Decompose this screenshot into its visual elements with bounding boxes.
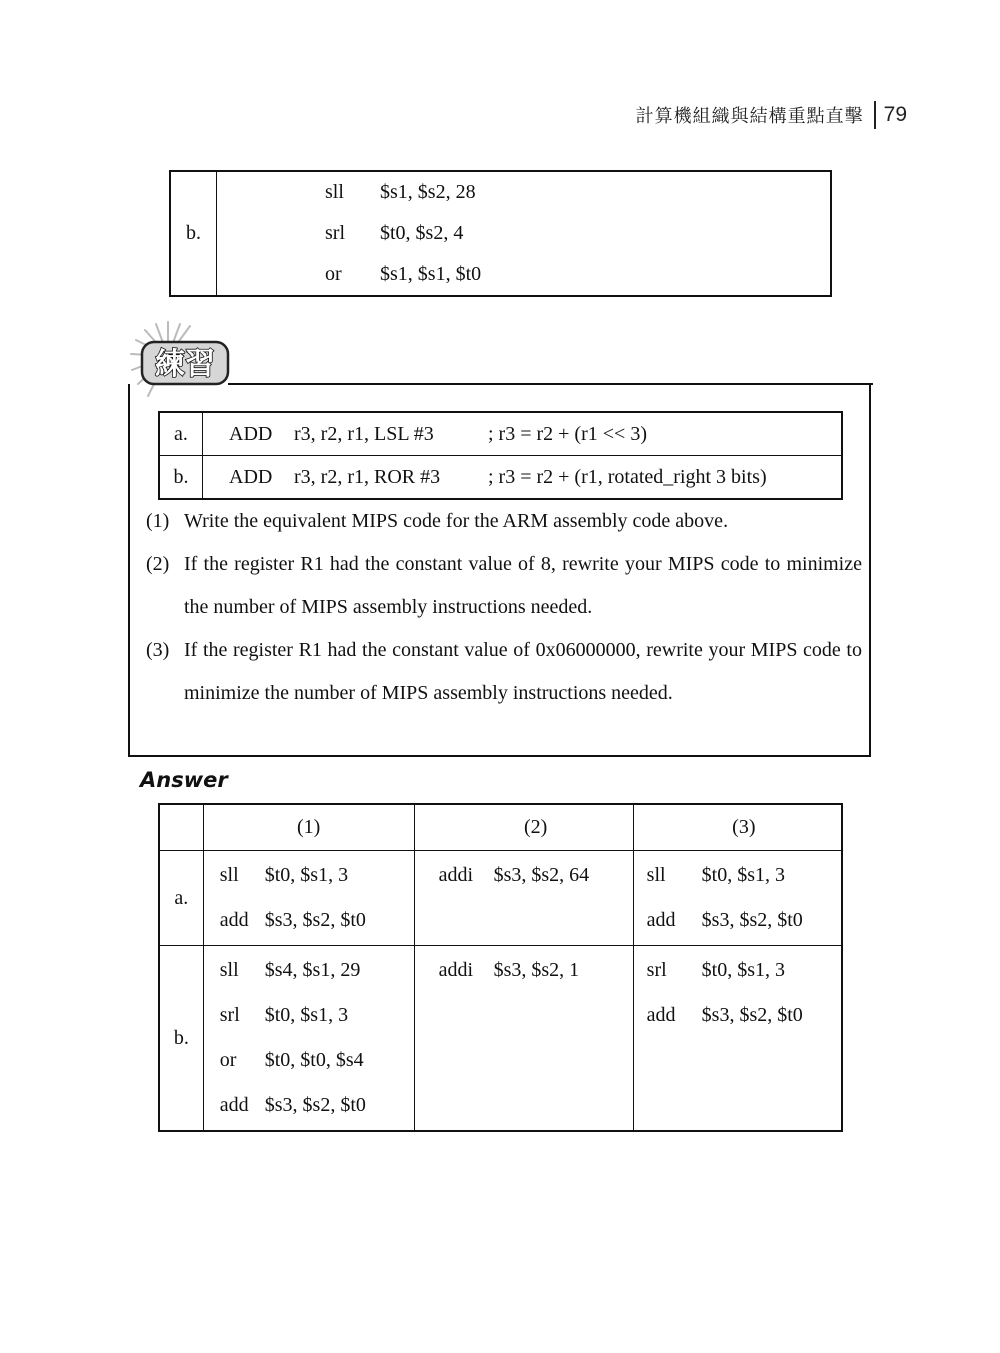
code-comment: ; r3 = r2 + (r1, rotated_right 3 bits) [488,465,767,488]
opcode: add [219,909,249,931]
code-cell [217,171,832,296]
code-line [220,853,414,898]
opcode: sll [219,959,239,981]
opcode: add [646,1004,676,1026]
operands: $t0, $s1, 3 [701,864,786,886]
row-label: b. [159,946,203,1132]
operands: r3, r2, r1, LSL #3 [294,422,434,445]
row-label: b. [159,456,203,500]
opcode: or [219,1049,237,1071]
table-header-row [159,804,842,851]
question-1 [146,500,862,543]
question-number: (2) [146,553,170,575]
question-text: Write the equivalent MIPS code for the ARM assembly code above. [184,510,729,532]
table-row [159,456,842,500]
opcode: sll [219,864,239,886]
table-row [159,412,842,456]
answer-cell [203,851,414,946]
answer-cell [203,946,414,1132]
code-line [439,948,633,993]
question-number: (3) [146,639,170,661]
answer-cell [633,946,842,1132]
operands: $t0, $s1, 3 [264,864,349,886]
answer-heading: Answer [140,768,228,792]
code-line [439,853,633,898]
code-line [220,993,414,1038]
opcode: srl [219,1004,240,1026]
table-row [159,851,842,946]
arm-code-cell [203,456,843,500]
code-line [220,948,414,993]
operands: $s4, $s1, 29 [264,959,361,981]
row-label: a. [159,412,203,456]
operands: $s3, $s2, $t0 [264,1094,366,1116]
running-header [636,100,907,130]
operands: $t0, $s2, 4 [380,222,464,244]
opcode: sll [646,864,666,886]
column-header: (1) [203,804,414,851]
code-line [647,898,841,943]
question-3 [146,629,862,715]
code-line [325,172,830,213]
operands: $t0, $t0, $s4 [264,1049,364,1071]
column-header: (2) [414,804,633,851]
code-comment: ; r3 = r2 + (r1 << 3) [488,422,647,445]
code-line [647,853,841,898]
row-label: a. [159,851,203,946]
opcode: or [325,263,342,285]
operands: $s3, $s2, $t0 [264,909,366,931]
row-label: b. [170,171,217,296]
code-line [220,1083,414,1128]
operands: r3, r2, r1, ROR #3 [294,465,441,488]
operands: $s3, $s2, $t0 [701,909,803,931]
opcode: add [646,909,676,931]
answer-cell [414,946,633,1132]
book-title: 計算機組織與結構重點直擊 [635,106,864,127]
opcode: addi [438,959,474,981]
answer-table [158,803,843,1132]
code-line [647,948,841,993]
badge-text: 練習 [155,347,215,382]
operands: $s1, $s1, $t0 [380,263,482,285]
arm-code-table [158,411,843,500]
header-divider [874,101,876,129]
opcode: add [219,1094,249,1116]
code-line [220,1038,414,1083]
opcode: sll [325,181,344,203]
opcode: addi [438,864,474,886]
opcode: srl [325,222,345,244]
code-line [325,213,830,254]
question-text: If the register R1 had the constant value of 8, rewrite your MIPS code to minimize the number of MIPS assembly instructions needed. [184,553,862,618]
code-line [647,993,841,1038]
column-header: (3) [633,804,842,851]
table-row [170,171,831,296]
corner-cell [159,804,203,851]
code-line [220,898,414,943]
mnemonic: ADD [229,422,273,445]
code-line [325,254,830,295]
operands: $t0, $s1, 3 [701,959,786,981]
mnemonic: ADD [229,465,273,488]
answer-cell [414,851,633,946]
page-number: 79 [883,103,907,126]
operands: $s3, $s2, 64 [493,864,590,886]
answer-cell [633,851,842,946]
table-row [159,946,842,1132]
question-text: If the register R1 had the constant value of 0x06000000, rewrite your MIPS code to minimize the number of MIPS assembly instructions needed. [184,639,862,704]
question-2 [146,543,862,629]
arm-code-cell [203,412,843,456]
operands: $s3, $s2, 1 [493,959,580,981]
operands: $t0, $s1, 3 [264,1004,349,1026]
continued-code-table [169,170,832,297]
question-number: (1) [146,510,170,532]
operands: $s3, $s2, $t0 [701,1004,803,1026]
operands: $s1, $s2, 28 [380,181,476,203]
opcode: srl [646,959,667,981]
